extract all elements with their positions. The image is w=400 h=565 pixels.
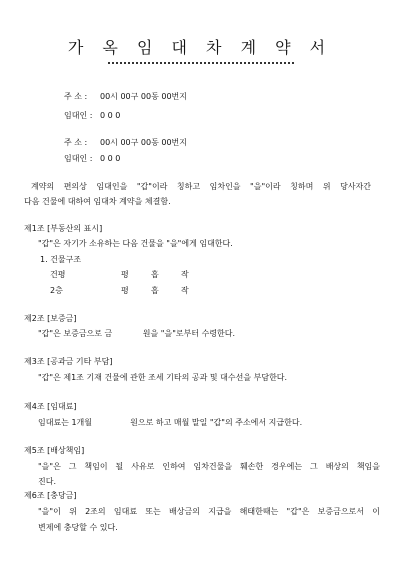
party-2-address-value: 00시 00구 00동 00번지: [100, 138, 187, 147]
party-1-address: [64, 93, 187, 101]
intro-line-1: 계약의 편의상 임대인을 "갑"이라 칭하고 임차인을 "을"이라 칭하며 위 당사자간: [31, 182, 371, 191]
party-1-address-label: 주 소 :: [64, 92, 88, 101]
party-2-address: [64, 139, 187, 147]
article-5-line-1: "을"은 그 책임이 될 사유로 인하여 임차건물을 훼손한 경우에는 그 배상의 책임을: [38, 462, 380, 471]
structure-row-2: [0, 287, 400, 297]
document-title: 가 옥 임 대 차 계 약 서: [67, 38, 333, 57]
party-2-name-value: 0 0 0: [100, 154, 121, 163]
article-4-line-1: 임대료는 1개월 원으로 하고 매월 말일 "갑"의 주소에서 지급한다.: [38, 418, 303, 427]
article-5-heading: 제5조 [배상책임]: [24, 446, 85, 455]
structure-row-2-c2: 작: [181, 286, 189, 295]
article-1-structure-title: 1. 건물구조: [40, 255, 82, 264]
article-2-line-1: "갑"은 보증금으로 금 원을 "을"로부터 수령한다.: [38, 329, 236, 338]
party-1-name-value: 0 0 0: [100, 111, 121, 120]
structure-row-2-unit: 평: [121, 286, 129, 295]
party-2-address-label: 주 소 :: [64, 138, 88, 147]
structure-row-1-c1: 홉: [151, 270, 159, 279]
article-3-line-1: "갑"은 제1조 기재 건물에 관한 조세 기타의 공과 및 대수선을 부담한다.: [38, 373, 288, 382]
article-6-heading: 제6조 [충당금]: [24, 491, 77, 500]
article-4-heading: 제4조 [임대료]: [24, 402, 77, 411]
structure-row-1-unit: 평: [121, 270, 129, 279]
article-5-line-2: 진다.: [38, 477, 56, 486]
article-2-heading: 제2조 [보증금]: [24, 314, 77, 323]
article-6-line-1: "을"이 위 2조의 임대료 또는 배상금의 지급을 해태한때는 "갑"은 보증금으로서 이: [38, 507, 380, 516]
article-1-heading: 제1조 [부동산의 표시]: [24, 224, 103, 233]
title-underline: [108, 62, 294, 64]
structure-row-1-c2: 작: [181, 270, 189, 279]
structure-row-1-label: 건평: [50, 270, 66, 279]
party-1-address-value: 00시 00구 00동 00번지: [100, 92, 187, 101]
intro-line-2: 다음 건물에 대하여 임대차 계약을 체결함.: [24, 197, 171, 206]
article-3-heading: 제3조 [공과금 기타 부담]: [24, 357, 113, 366]
party-1-name-label: 임대인 :: [64, 111, 93, 120]
structure-row-2-c1: 홉: [151, 286, 159, 295]
structure-row-2-label: 2층: [50, 286, 63, 295]
article-1-line-1: "갑"은 자기가 소유하는 다음 건물을 "을"에게 임대한다.: [38, 239, 233, 248]
article-6-line-2: 변제에 충당할 수 있다.: [38, 523, 118, 532]
party-2-name-label: 임대인 :: [64, 154, 93, 163]
structure-row-1: [0, 271, 400, 281]
party-1-name: [64, 112, 120, 120]
party-2-name: [64, 155, 120, 163]
